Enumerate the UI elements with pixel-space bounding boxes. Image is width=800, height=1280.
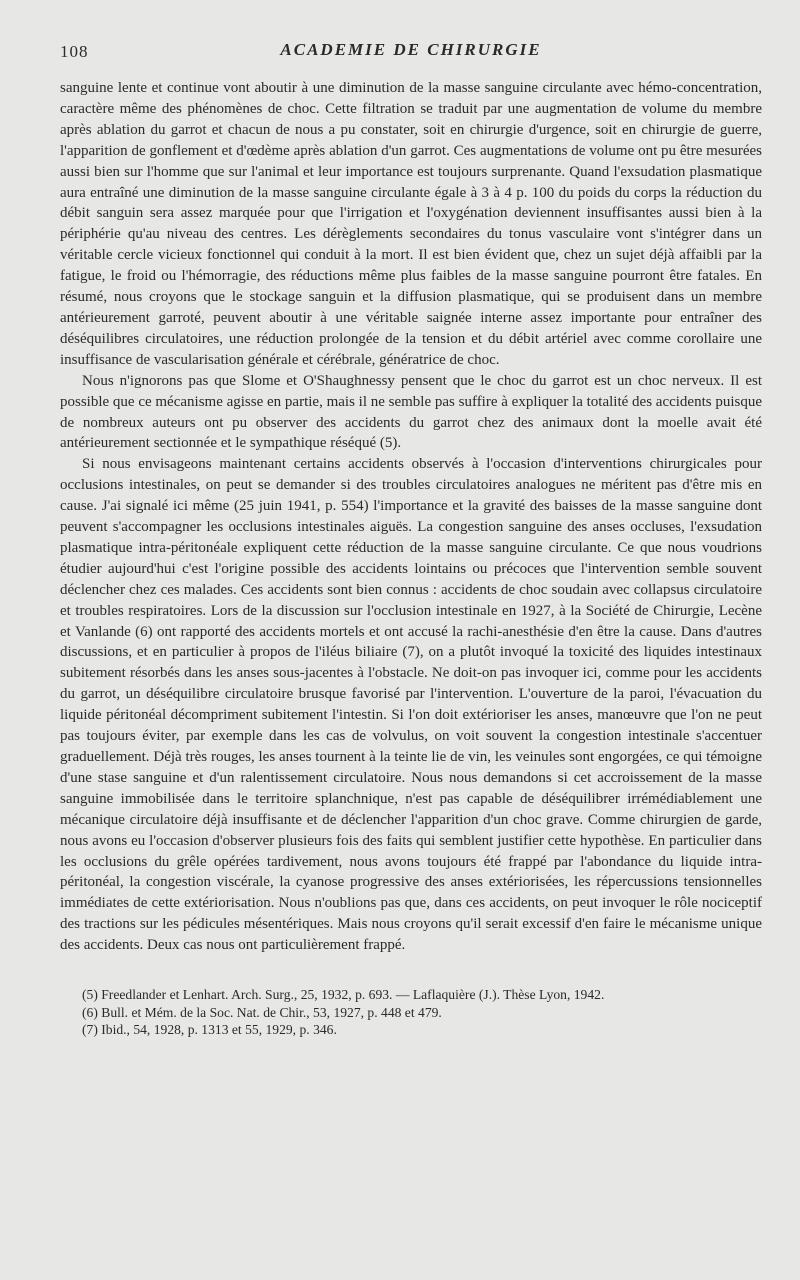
paragraph-occlusions: Si nous envisageons maintenant certains accidents observés à l'occasion d'interventions chirurgicales pour occlusions intestinales, on peut se demander si des troubles circulatoires analogues ne méritent pas d'être mis en cause. J'ai signalé ici même (25 juin 1941, p. 554) l'importance et la gravité des baisses de la masse sanguine dont peuvent s'accompagner les occlusions intestinales aiguës. La congestion sanguine des anses occluses, l'exsudation plasmatique intra-péritonéale expliquent cette réduction de la masse sanguine circulante. Ce que nous voudrions étudier aujourd'hui c'est l'origine possible des accidents lointains ou précoces que l'intervention semble souvent déclencher chez ces malades. Ces accidents sont bien connus : accidents de choc soudain avec collapsus circulatoire et troubles respiratoires. Lors de la discussion sur l'occlusion intestinale en 1927, à la Société de Chirurgie, Lecène et Vanlande (6) ont rapporté des accidents mortels et ont accusé la rachi-anesthésie d'en être la cause. Dans d'autres discussions, et en particulier à propos de l'iléus biliaire (7), on a plutôt invoqué la toxicité des liquides intestinaux subitement résorbés dans les anses sous-jacentes à l'obstacle. Ne doit-on pas invoquer ici, comme pour les accidents du garrot, un déséquilibre circulatoire brusque favorisé par l'intervention. L'ouverture de la paroi, l'évacuation du liquide péritonéal décompriment subitement l'intestin. Si l'on doit extérioriser les anses, manœuvre que l'on ne peut pas toujours éviter, par exemple dans les cas de volvulus, on voit souvent la congestion intestinale s'accentuer graduellement. Déjà très rouges, les anses tournent à la teinte lie de vin, les veinules sont engorgées, ce qui témoigne d'une stase sanguine et d'un ralentissement circulatoire. Nous nous demandons si cet accroissement de la masse sanguine immobilisée dans le territoire splanchnique, n'est pas capable de déséquilibrer irrémédiablement une mécanique circulatoire déjà insuffisante et de déclencher l'apparition d'un choc grave. Comme chirurgien de garde, nous avons eu l'occasion d'observer plusieurs fois des faits qui semblent justifier cette hypothèse. En particulier dans les occlusions du grêle opérées tardivement, nous avons toujours été frappé par l'abondance du liquide intra-péritonéal, la congestion viscérale, la cyanose progressive des anses extériorisées, les répercussions tensionnelles immédiates de cette extériorisation. Nous n'oublions pas que, dans ces accidents, on peut invoquer le rôle nociceptif des tractions sur les pédicules mésentériques. Mais nous croyons qu'il serait excessif d'en faire le mécanisme unique des accidents. Deux cas nous ont particulièrement frappé. xyxy=(60,456,762,954)
page-number: 108 xyxy=(60,42,89,61)
footnote-5: (5) Freedlander et Lenhart. Arch. Surg., 25, 1932, p. 693. — Laflaquière (J.). Thèse Lyon, 1942. xyxy=(82,987,605,1003)
footnotes xyxy=(60,986,762,1039)
body-text xyxy=(60,78,762,956)
running-title: ACADEMIE DE CHIRURGIE xyxy=(280,40,542,59)
page-header xyxy=(60,40,762,70)
paragraph-continued: sanguine lente et continue vont aboutir à une diminution de la masse sanguine circulante avec hémo-concentration, caractère même des phénomènes de choc. Cette filtration se traduit par une augmentation de volume du membre après ablation du garrot et chacun de nous a pu constater, soit en chirurgie d'urgence, soit en chirurgie de guerre, l'apparition de gonflement et d'œdème après ablation d'un garrot. Ces augmentations de volume ont pu être mesurées aussi bien sur l'homme que sur l'animal et leur importance est toujours surprenante. Quand l'exsudation plasmatique aura entraîné une diminution de la masse sanguine circulante égale à 3 à 4 p. 100 du poids du corps la réduction du débit sanguin sera assez marquée pour que l'irrigation et l'oxygénation deviennent insuffisantes aussi bien à la périphérie qu'au niveau des centres. Les dérèglements secondaires du tonus vasculaire vont s'intégrer dans un véritable cercle vicieux fonctionnel qui conduit à la mort. Il est bien évident que, chez un sujet déjà affaibli par la fatigue, le froid ou l'hémorragie, des réductions même plus faibles de la masse sanguine pourront être fatales. En résumé, nous croyons que le stockage sanguin et la diffusion plasmatique, qui se produisent dans un membre antérieurement garroté, peuvent aboutir à une véritable saignée interne assez importante pour entraîner des déséquilibres circulatoires, une réduction prolongée de la tension et du débit artériel avec comme corollaire une insuffisance de vascularisation générale et cérébrale, génératrice de choc. xyxy=(60,80,762,368)
paragraph-slome: Nous n'ignorons pas que Slome et O'Shaughnessy pensent que le choc du garrot est un choc nerveux. Il est possible que ce mécanisme agisse en partie, mais il ne semble pas suffire à expliquer la totalité des accidents puisque de nombreux auteurs ont pu observer des accidents du garrot chez des animaux dont la moelle avait été antérieurement sectionnée et le sympathique réséqué (5). xyxy=(60,372,762,452)
footnote-6: (6) Bull. et Mém. de la Soc. Nat. de Chir., 53, 1927, p. 448 et 479. xyxy=(82,1004,442,1020)
footnote-7: (7) Ibid., 54, 1928, p. 1313 et 55, 1929, p. 346. xyxy=(82,1022,337,1038)
